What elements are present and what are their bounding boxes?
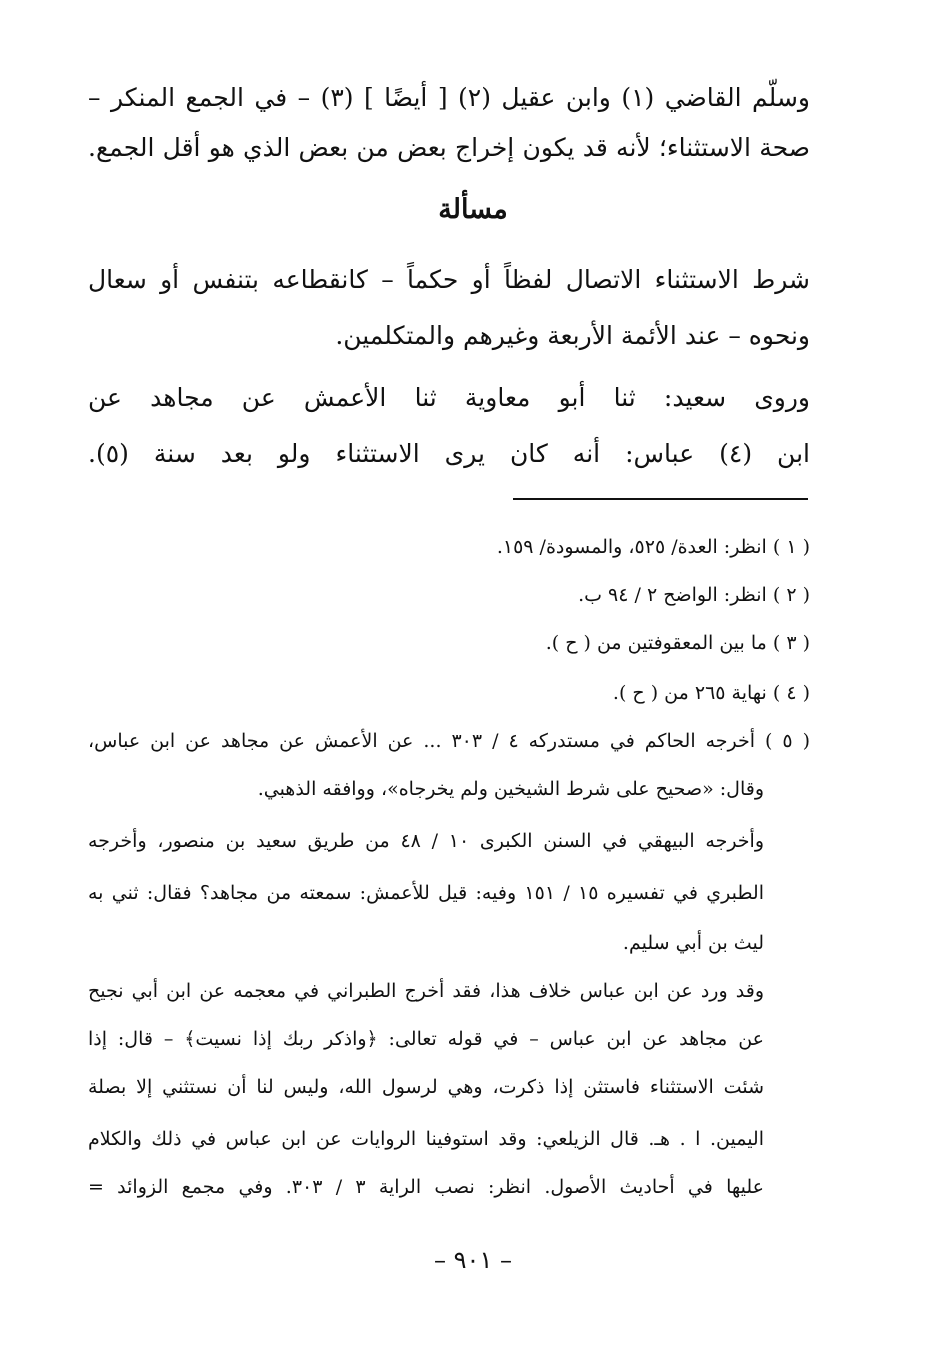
footnote-5-line-6: وقد ورد عن ابن عباس خلاف هذا، فقد أخرج الطبراني في معجمه عن ابن أبي نجيح: [88, 980, 764, 1002]
footnote-1: ( ١ ) انظر: العدة/ ٥٢٥، والمسودة/ ١٥٩.: [496, 536, 810, 558]
footnote-5-line-5: ليث بن أبي سليم.: [622, 932, 764, 954]
footnote-5-line-1: ( ٥ ) أخرجه الحاكم في مستدركه ٤ / ٣٠٣ ... عن الأعمش عن مجاهد عن ابن عباس،: [88, 730, 810, 752]
footnote-3: ( ٣ ) ما بين المعقوفتين من ( ح ).: [545, 632, 810, 654]
footnote-separator: [513, 498, 808, 500]
footnote-5-line-4: الطبري في تفسيره ١٥ / ١٥١ وفيه: قيل للأعمش: سمعته من مجاهد؟ فقال: ثني به: [88, 882, 764, 904]
body-line-1: وسلّم القاضي (١) وابن عقيل (٢) [ أيضًا ] (٣) – في الجمع المنكر –: [88, 83, 810, 112]
footnote-5-line-10: عليها في أحاديث الأصول. انظر: نصب الراية ٣ / ٣٠٣. وفي مجمع الزوائد =: [88, 1176, 764, 1198]
paragraph3-line-2: ابن (٤) عباس: أنه كان يرى الاستثناء ولو بعد سنة (٥).: [88, 439, 810, 468]
footnote-4: ( ٤ ) نهاية ٢٦٥ من ( ح ).: [612, 682, 810, 704]
paragraph3-line-1: وروى سعيد: ثنا أبو معاوية ثنا الأعمش عن مجاهد عن: [88, 383, 810, 412]
page-number: – ٩٠١ –: [434, 1246, 512, 1274]
section-heading: مسألة: [438, 194, 508, 225]
footnote-2: ( ٢ ) انظر: الواضح ٢ / ٩٤ ب.: [578, 584, 810, 606]
footnote-5-line-9: اليمين. ا . هـ. قال الزيلعي: وقد استوفينا الروايات عن ابن عباس في ذلك والكلام: [88, 1128, 764, 1150]
footnote-5-line-3: وأخرجه البيهقي في السنن الكبرى ١٠ / ٤٨ من طريق سعيد بن منصور، وأخرجه: [88, 830, 764, 852]
paragraph2-line-2: ونحوه – عند الأئمة الأربعة وغيرهم والمتكلمين.: [335, 321, 810, 350]
footnote-5-line-8: شئت الاستثناء فاستثن إذا ذكرت، وهي لرسول الله، وليس لنا أن نستثني إلا بصلة: [88, 1076, 764, 1098]
body-line-2: صحة الاستثناء؛ لأنه قد يكون إخراج بعض من بعض الذي هو أقل الجمع.: [88, 133, 810, 162]
footnote-5-line-2: وقال: «صحيح على شرط الشيخين ولم يخرجاه»، ووافقه الذهبي.: [257, 778, 764, 800]
paragraph2-line-1: شرط الاستثناء الاتصال لفظاً أو حكماً – كانقطاعه بتنفس أو سعال: [88, 265, 810, 294]
footnote-5-line-7: عن مجاهد عن ابن عباس – في قوله تعالى: ﴿واذكر ربك إذا نسيت﴾ – قال: إذا: [88, 1028, 764, 1050]
